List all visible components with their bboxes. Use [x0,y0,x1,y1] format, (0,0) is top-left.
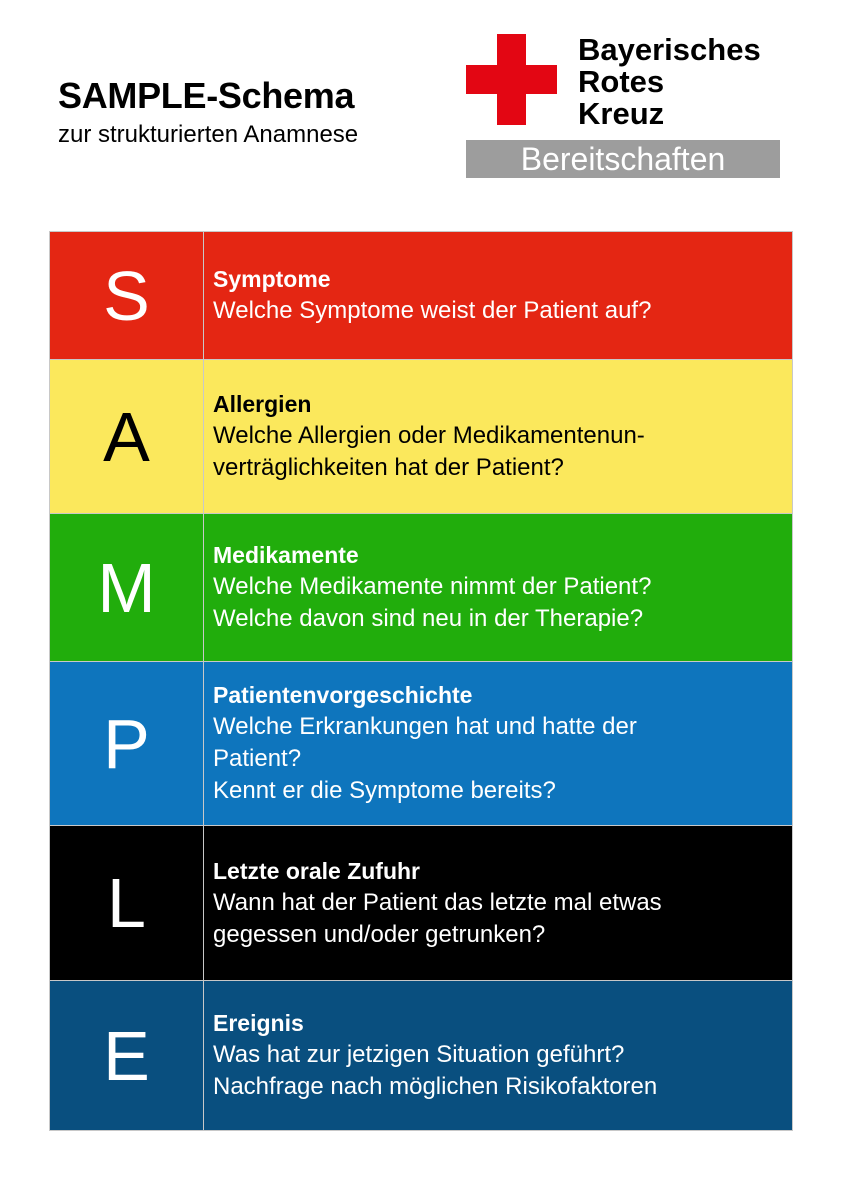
row-text-cell [204,662,792,825]
row-question: verträglichkeiten hat der Patient? [213,454,564,481]
row-question: Kennt er die Symptome bereits? [213,777,556,804]
sample-row-p [50,662,792,826]
row-text-cell [204,514,792,661]
row-text-cell [204,826,792,980]
brk-logo [466,34,782,180]
row-question: Was hat zur jetzigen Situation geführt? [213,1041,625,1068]
row-heading: Patientenvorgeschichte [213,682,473,708]
row-heading: Letzte orale Zufuhr [213,857,421,884]
row-question: Nachfrage nach möglichen Risikofaktoren [213,1073,658,1100]
row-question: Welche Allergien oder Medikamentenun- [213,422,645,449]
row-letter-cell [50,826,204,980]
row-letter: M [97,548,156,627]
page-title: SAMPLE-Schema [58,75,355,116]
sample-row-l [50,826,792,981]
logo-name-line: Rotes [578,64,665,99]
row-heading: Medikamente [213,542,359,568]
row-letter-cell [50,360,204,513]
row-question: Wann hat der Patient das letzte mal etwas [213,888,662,916]
row-letter: S [103,256,150,335]
row-heading: Ereignis [213,1010,304,1036]
row-text-cell [204,981,792,1130]
row-text-cell [204,360,792,513]
logo-band-label: Bereitschaften [466,140,780,178]
row-heading: Allergien [213,391,312,417]
sample-row-a [50,360,792,514]
sample-row-m [50,514,792,662]
row-question: Welche davon sind neu in der Therapie? [213,605,644,632]
page-subtitle: zur strukturierten Anamnese [58,121,359,148]
sample-row-e [50,981,792,1130]
row-heading: Symptome [213,266,331,292]
logo-organization-name [578,34,761,130]
row-letter: E [103,1016,150,1095]
red-cross-icon [466,34,557,125]
row-letter: A [103,397,150,476]
row-question: Welche Erkrankungen hat und hatte der [213,713,637,740]
row-letter-cell [50,514,204,661]
logo-name-line: Kreuz [578,96,665,131]
row-question: gegessen und/oder getrunken? [213,920,546,948]
row-question: Patient? [213,745,302,772]
row-letter: P [103,704,150,783]
row-text-cell [204,232,792,359]
row-letter: L [107,864,146,942]
row-letter-cell [50,981,204,1130]
row-letter-cell [50,662,204,825]
row-question: Welche Medikamente nimmt der Patient? [213,573,652,600]
sample-row-s [50,232,792,360]
sample-table [49,231,793,1131]
red-cross-horizontal-bar [466,65,557,94]
logo-name-line: Bayerisches [578,32,761,67]
row-question: Welche Symptome weist der Patient auf? [213,297,652,324]
row-letter-cell [50,232,204,359]
